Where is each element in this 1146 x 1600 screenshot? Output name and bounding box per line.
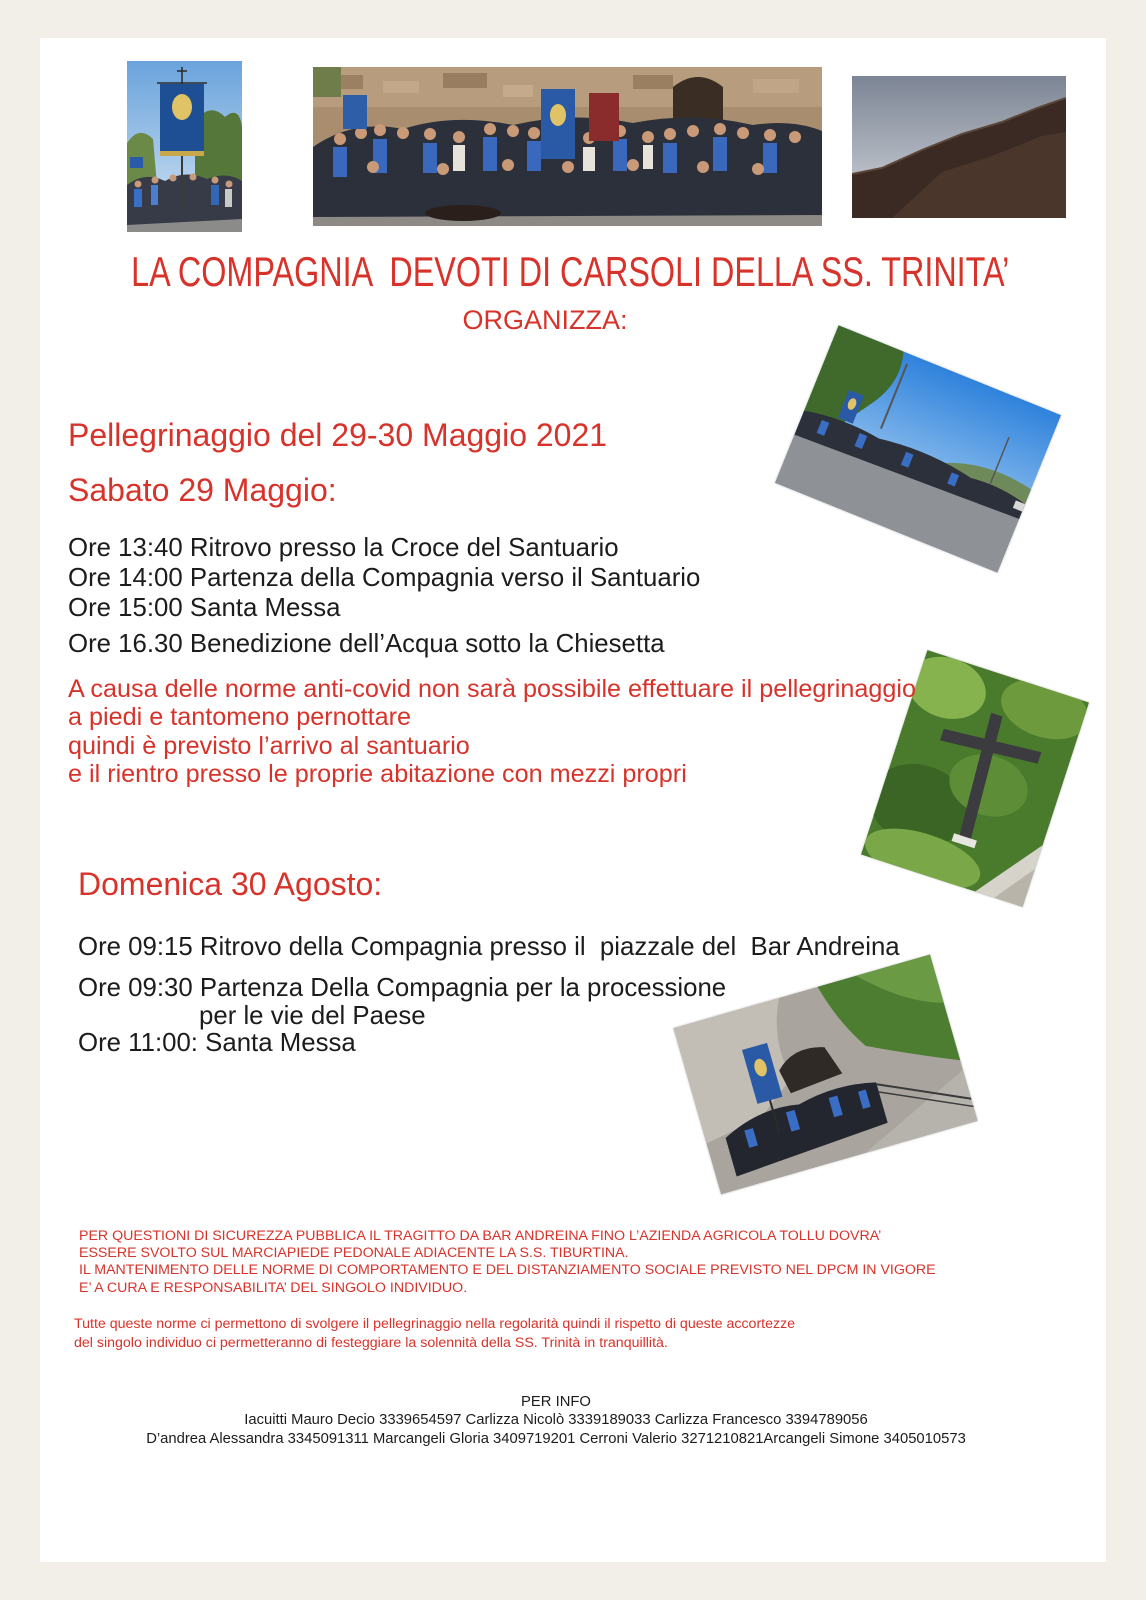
sunday-schedule-item: Ore 09:15 Ritrovo della Compagnia presso il piazzale del Bar Andreina (78, 933, 900, 961)
safety-notice-line: IL MANTENIMENTO DELLE NORME DI COMPORTAMENTO E DEL DISTANZIAMENTO SOCIALE PREVISTO NEL DPCM IN VIGORE (79, 1262, 936, 1278)
pilgrimage-title: Pellegrinaggio del 29-30 Maggio 2021 (68, 417, 608, 453)
covid-notice-line: A causa delle norme anti-covid non sarà possibile effettuare il pellegrinaggio (68, 675, 917, 703)
info-contacts-line: Iacuitti Mauro Decio 3339654597 Carlizza Nicolò 3339189033 Carlizza Francesco 3394789056 (244, 1412, 868, 1428)
group-photo (313, 67, 822, 226)
safety-notice-line: ESSERE SVOLTO SUL MARCIAPIEDE PEDONALE ADIACENTE LA S.S. TIBURTINA. (79, 1245, 629, 1261)
info-contacts-line: D’andrea Alessandra 3345091311 Marcangeli Gloria 3409719201 Cerroni Valerio 3271210821Arcangeli Simone 3405010573 (146, 1431, 966, 1447)
procession-banner-photo (127, 61, 242, 232)
safety-notice-line: PER QUESTIONI DI SICUREZZA PUBBLICA IL TRAGITTO DA BAR ANDREINA FINO L’AZIENDA AGRICOLA TOLLU DOVRA’ (79, 1228, 882, 1244)
organizer-title-text: LA COMPAGNIA DEVOTI DI CARSOLI DELLA SS. TRINITA’ (131, 248, 1010, 295)
saturday-heading: Sabato 29 Maggio: (68, 472, 337, 508)
sunday-schedule-item: Ore 09:30 Partenza Della Compagnia per la processione (78, 974, 727, 1002)
info-heading: PER INFO (521, 1394, 591, 1410)
sunday-heading: Domenica 30 Agosto: (78, 866, 383, 902)
covid-notice-line: e il rientro presso le proprie abitazione con mezzi propri (68, 760, 687, 788)
saturday-schedule-item: Ore 15:00 Santa Messa (68, 594, 341, 622)
mountain-photo (852, 76, 1066, 218)
covid-notice-line: a piedi e tantomeno pernottare (68, 703, 412, 731)
closing-note-line: del singolo individuo ci permetteranno di festeggiare la solennità della SS. Trinità in tranquillità. (74, 1335, 668, 1351)
group-photo-image (313, 67, 822, 226)
safety-notice-line: E’ A CURA E RESPONSABILITA’ DEL SINGOLO INDIVIDUO. (79, 1280, 468, 1296)
sunday-schedule-continuation: per le vie del Paese (199, 1002, 426, 1030)
saturday-schedule-item: Ore 16.30 Benedizione dell’Acqua sotto la Chiesetta (68, 630, 665, 658)
closing-note-line: Tutte queste norme ci permettono di svolgere il pellegrinaggio nella regolarità quindi il rispetto di queste accortezze (74, 1316, 796, 1332)
saturday-schedule-item: Ore 14:00 Partenza della Compagnia verso il Santuario (68, 564, 701, 592)
mountain-image (852, 76, 1066, 218)
organizer-title (0, 248, 1136, 295)
covid-notice-line: quindi è previsto l’arrivo al santuario (68, 732, 470, 760)
sunday-schedule-item: Ore 11:00: Santa Messa (78, 1029, 356, 1057)
procession-banner-image (127, 61, 242, 232)
saturday-schedule-item: Ore 13:40 Ritrovo presso la Croce del Santuario (68, 534, 619, 562)
organizza-label: ORGANIZZA: (462, 305, 628, 335)
